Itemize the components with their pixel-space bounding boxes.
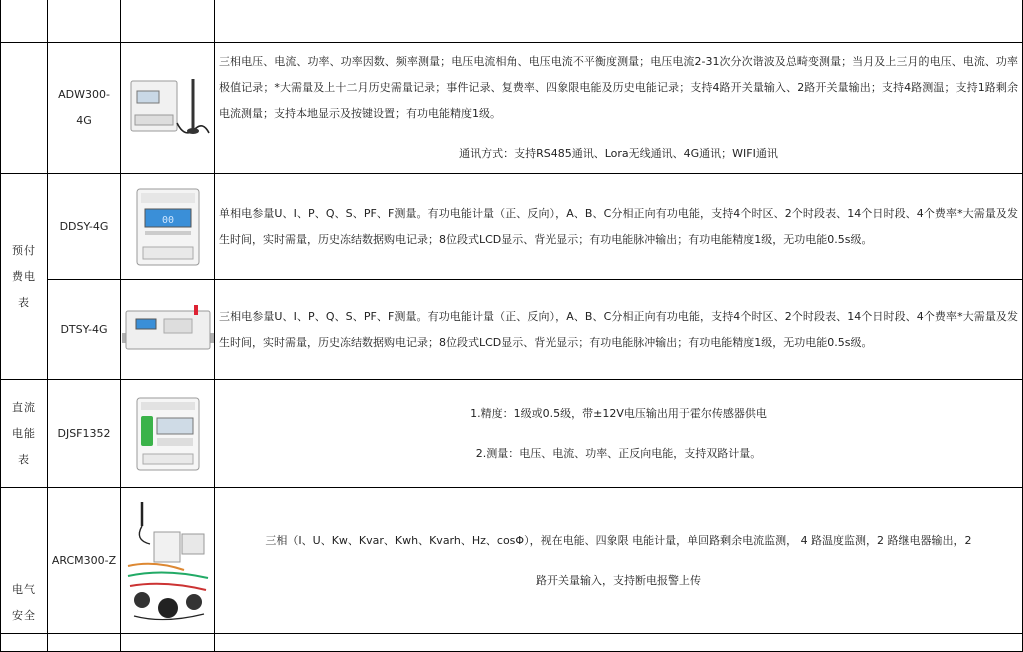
category-label-line: 电气 bbox=[12, 583, 36, 596]
image-cell bbox=[121, 0, 215, 43]
adw300-comm: 通讯方式：支持RS485通讯、Lora无线通讯、4G通讯；WIFI通讯 bbox=[459, 147, 778, 160]
table-row bbox=[1, 488, 1023, 634]
table-row bbox=[1, 634, 1023, 652]
table-row bbox=[1, 380, 1023, 488]
model-cell: ARCM300-Z bbox=[48, 488, 121, 634]
category-cell bbox=[1, 43, 48, 174]
table-row bbox=[1, 174, 1023, 280]
desc-cell bbox=[215, 174, 1023, 280]
model-cell: DDSY-4G bbox=[48, 174, 121, 280]
category-label-line: 费电 bbox=[12, 269, 36, 283]
category-label-line: 电能 bbox=[12, 426, 36, 440]
adw300-meter-image bbox=[125, 73, 211, 143]
dtsy-description: 三相电参量U、I、P、Q、S、PF、F测量。有功电能计量（正、反向），A、B、C分相正向有功电能，支持4个时区、2个时段表、14个日时段、4个费率*大需量及发生时间，实时需量，历史冻结数据购电记录；8位段式LCD显示、背光显示；有功电能脉冲输出；有功电能精度1级，无功电能0.5s级。 bbox=[219, 309, 1018, 349]
djsf-spec-2: 2.测量：电压、电流、功率、正反向电能，支持双路计量。 bbox=[475, 446, 762, 460]
image-cell bbox=[121, 380, 215, 488]
svg-text:00: 00 bbox=[161, 214, 174, 226]
ddsy-meter-image bbox=[133, 187, 203, 267]
djsf-meter-image bbox=[133, 396, 203, 472]
desc-cell bbox=[215, 280, 1023, 380]
desc-cell bbox=[215, 634, 1023, 652]
desc-cell bbox=[215, 488, 1023, 634]
table-row bbox=[1, 280, 1023, 380]
model-cell: DJSF1352 bbox=[48, 380, 121, 488]
image-cell bbox=[121, 43, 215, 174]
arcm300-kit-image bbox=[124, 496, 212, 626]
image-cell bbox=[121, 634, 215, 652]
model-cell bbox=[48, 43, 121, 174]
category-label-line: 表 bbox=[18, 295, 30, 309]
arcm300-description-cont: 路开关量输入，支持断电报警上传 bbox=[536, 573, 701, 587]
desc-cell bbox=[215, 0, 1023, 43]
image-cell bbox=[121, 488, 215, 634]
category-label-line: 表 bbox=[18, 452, 30, 466]
adw300-description: 三相电压、电流、功率、功率因数、频率测量；电压电流相角、电压电流不平衡度测量；电压电流2-31次分次谐波及总畸变测量；当月及上三月的电压、电流、功率极值记录；*大需量及上十二月历史需量记录；事件记录、复费率、四象限电能及历史电能记录；支持4路开关量输入、2路开关量输出；支持4路测温；支持1路剩余电流测量；支持本地显示及按键设置；有功电能精度1级。 bbox=[219, 55, 1018, 120]
model-name-line2: 4G bbox=[76, 114, 92, 127]
category-label-line: 安全 bbox=[12, 609, 36, 622]
dtsy-meter-image bbox=[122, 303, 214, 357]
model-name-line1: ADW300- bbox=[58, 88, 110, 101]
model-cell bbox=[48, 634, 121, 652]
category-cell-prepaid bbox=[1, 174, 48, 380]
category-label-line: 直流 bbox=[12, 400, 36, 414]
table-row bbox=[1, 0, 1023, 43]
image-cell bbox=[121, 280, 215, 380]
category-cell-electrical-safety bbox=[1, 488, 48, 634]
image-cell bbox=[121, 174, 215, 280]
category-cell bbox=[1, 634, 48, 652]
model-cell bbox=[48, 0, 121, 43]
arcm300-description: 三相（I、U、Kw、Kvar、Kwh、Kvarh、Hz、cosΦ），视在电能、四象限 电能计量，单回路剩余电流监测， 4 路温度监测，2 路继电器输出，2 bbox=[265, 533, 972, 547]
desc-cell bbox=[215, 43, 1023, 174]
desc-cell bbox=[215, 380, 1023, 488]
category-cell-dc bbox=[1, 380, 48, 488]
table-row bbox=[1, 43, 1023, 174]
ddsy-description: 单相电参量U、I、P、Q、S、PF、F测量。有功电能计量（正、反向），A、B、C分相正向有功电能，支持4个时区、2个时段表、14个日时段、4个费率*大需量及发生时间，实时需量，历史冻结数据购电记录；8位段式LCD显示、背光显示；有功电能脉冲输出；有功电能精度1级，无功电能0.5s级。 bbox=[219, 206, 1018, 246]
djsf-spec-1: 1.精度：1级或0.5级，带±12V电压输出用于霍尔传感器供电 bbox=[470, 406, 767, 420]
category-cell bbox=[1, 0, 48, 43]
model-cell: DTSY-4G bbox=[48, 280, 121, 380]
category-label-line: 预付 bbox=[12, 243, 36, 257]
